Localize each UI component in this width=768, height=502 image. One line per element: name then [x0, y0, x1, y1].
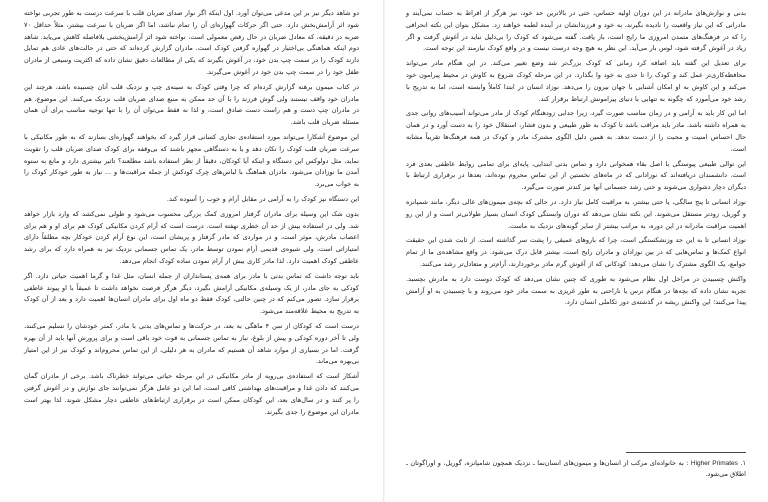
paragraph: بدنی و نوازش‌های مادرانه در این دوران اولیه حساس، حتی در بالاترین حد خود، نیز هرگز از افراط به حساب نمی‌آیند و مادرانی که این نیاز واقعیت را نادیده بگیرند، به خود و فرزندانشان در آینده لطمه خواهند زد. مشکل بتوان این نکته انحرافی را که در فرهنگ‌های متمدن امروزی ما رایج است، باز یافت. گفته می‌شود که کودک را بی‌دلیل نباید در آغوش گرفت و اگر زیاد در آغوش گرفته شود، لوس بار می‌آید. این نظر به هیچ وجه درست نیست و در واقع کودک نیازمند این توجه است.	[406, 9, 746, 53]
footnote-divider	[626, 452, 746, 453]
footnote	[406, 458, 746, 479]
footnote-term: Higher Primates	[690, 460, 738, 467]
left-text-column	[24, 8, 359, 421]
paragraph: واکنش چسبیدن در مراحل اول نظام می‌شود به طوری که چنین نشان می‌دهد که کودک دوست دارد به مادرش بچسبد. تجربه نشان داده که بچه‌ها در هنگام ترس یا ناراحتی به طور غریزی به سمت مادر خود می‌روند و با چسبیدن به او آرامش پیدا می‌کنند؛ این واکنش ریشه در گذشته‌ی دور تکاملی انسان دارد.	[406, 274, 746, 307]
paragraph: نوزاد انسانی تا به این حد وزنشکستگی است، چرا که باروهای عمیقی را پشت سر گذاشته است. از ثابت شدن این حقیقت انواع کمک‌ها و تماس‌هایی که در بین نوزادان و مادران رایج است، بیشتر قابل درک می‌شود. در واقع مشاهده‌ی ما از تمام جوامع، یک الگوی مشترک را نشان می‌دهد: کودکانی که از آغوش گرم مادر برخوردارند، آرام‌تر و متعادل‌تر رشد می‌کنند.	[406, 236, 746, 268]
footnote-text: : به خانواده‌ای مرکب از انسان‌ها و میمون‌های انسان‌نما ـ نزدیک همچون شامپانزه، گوریل، و اوراگوتان ـ اطلاق می‌شود.	[406, 459, 746, 478]
right-text-column	[406, 8, 746, 312]
paragraph: این توالی طبیعی پیوستگی با اصل بقاء همخوانی دارد و تماس بدنی ابتدایی، پایه‌ای برای تمامی روابط عاطفی بعدی فرد است. دانشمندان دریافته‌اند که نوزادانی که در ماه‌های نخستین از این تماس محروم بوده‌اند، بعدها در برقراری ارتباط با دیگران دچار دشواری می‌شوند و حتی رشد جسمانی آنها نیز کندتر صورت می‌گیرد.	[406, 159, 746, 192]
paragraph: درست است که کودکان از سن ۴ ماهگی به بعد، در حرکت‌ها و تماس‌های بدنی با مادر، کمتر خودشان را تسلیم می‌کنند، ولی تا آخر دوره کودکی و پیش از بلوغ، نیاز به تماس جسمانی به قوت خود باقی است و برای پرورش آنها باید از آن بهره گرفت. اما در بسیاری از موارد شاهد آن هستیم که مادران به هر دلیلی، از این تماس محروم‌اند و کودک نیز از این امتیاز بی‌بهره می‌ماند.	[24, 321, 359, 366]
paragraph: دو شاهد دیگر نیز بر این مدعی می‌توان آورد. اول اینکه اگر نوار صدای ضربان قلب با سرعت درست به طور تجربی نواخته شود اثر آرامش‌بخش دارد. حتی اگر حرکات گهواره‌ای آن را تمام نباشد، اما اگر ضربان با سرعت بیشتر، مثلاً حداقل ۷۰ ضربه در دقیقه، که معادل ضربان در حال رقص معمولی است، نواخته شود اثر آرامش‌بخشی بلافاصله کاهش می‌یابد. شاهد دوم اینکه هماهنگی بی‌اختیار در گهواره گرفتن کودک است. مادران گزارش کرده‌اند که حتی در حالت‌های عادی هم تمایل دارند کودک را در سمت چپ بدن خود، در آغوش بگیرند که یکی از مطالعات دقیق نشان داده که اکثریت وسیعی از مادران طفل خود را در سمت چپ بدن خود در آغوش می‌گیرند.	[24, 9, 359, 76]
paragraph: نوزاد انسانی تا پنج سالگی، یا حتی بیشتر، به مراقبت کامل نیاز دارد. در حالی که بچه‌ی میمون‌های عالی دیگر، مانند شمپانزه و گوریل، زودتر مستقل می‌شوند. این نکته نشان می‌دهد که دوران وابستگی کودک انسان بسیار طولانی‌تر است و از این رو اهمیت مراقبت مادرانه در این دوره، به مراتب بیشتر از سایر گونه‌های نزدیک به ماست.	[406, 197, 746, 230]
paragraph: این دستگاه نیز کودک را به آرامی در مقابل آرام و خوب را آسوده کند.	[166, 194, 359, 203]
paragraph: در کتاب میمون برهنه گزارش کرده‌ام که چرا وقتی کودک به سینه‌ی چپ و نزدیک قلب آنان چسبیده باشد، هرچند این مادران خود واقف نیستند ولی گوش فرزند را با آن حد ممکن به منبع صدای ضربان قلب نزدیک می‌کنند. این موضوع، هم در مادران چپ دست و هم راست دست صادق است، و لذا نه فقط می‌توان آن را با تنها توجیه مناسب برای آن همان مسئله ضربان قلب باشد.	[24, 82, 359, 127]
paragraph: این موضوع آشکارا می‌تواند مورد استفاده‌ی تجاری کسانی قرار گیرد که بخواهند گهواره‌ای بسازند که به طور مکانیکی با سرعت ضربان قلب کودک را تکان دهد و یا به دستگاهی مجهز باشند که بی‌وقفه برای کودک صدای ضربان قلب را تقویت نماید، مثل دولوکس این دستگاه و اینکه آیا کودکان، دقیقاً از نظر استفاده باشد مطلعند؟ تاثیر بیشتری دارد و مانع به ستوه آمدن ما نوزادان می‌شود. مادران هماهنگ با لباس‌های چرک کودکش از جمله مراقبت‌ها و ... نیاز به طور خودکار کودک را به خواب می‌برد.	[24, 132, 359, 189]
paragraph: آشکار است که استفاده‌ی بی‌رویه از مادر مکانیکی در این مرحله حیاتی می‌تواند خطرناک باشد. برخی از مادران گمان می‌کنند که دادن غذا و مراقبت‌های بهداشتی کافی است، اما این دو عامل هرگز نمی‌توانند جای نوازش و در آغوش گرفتن را پر کنند و در سال‌های بعد، این کودکان ممکن است در برقراری ارتباط‌های عاطفی دچار مشکل شوند. لذا بهتر است مادران این موضوع را جدی بگیرند.	[24, 372, 359, 416]
paragraph: باید توجه داشت که تماس بدنی با مادر برای همه‌ی پستانداران از جمله انسان، مثل غذا و گرما اهمیت حیاتی دارد. اگر کودکی به جای مادر، از یک وسیله‌ی مکانیکی آرامش بگیرد، دیگر هرگز فرصت نخواهد داشت تا عمیقاً با او پیوند عاطفی برقرار سازد. تصور می‌کنم که در چنین حالتی، کودک فقط دو ماه اول برای مادران انسان‌ها اهمیت دارد و بعد از آن کودک به تدریج به محیط علاقه‌مند می‌شود.	[24, 271, 359, 316]
paragraph: بدون شک این وسیله برای مادران گرفتار امروزی کمک بزرگی محسوب می‌شود و طولی نمی‌کشد که وارد بازار خواهد شد. ولی در استفاده بیش از حد آن خطری نهفته است. درست است که آرام کردن مکانیکی کودک هم برای او و هم برای اعصاب مادرش، موثر است، و در مواردی که مادر گرفتار و پریشان است، این نوع آرام کردن خودکار بچه مطلقاً دارای امتیازاتی است. ولی شیوه‌ی قدیمی آرام نمودن توسط مادر، یک تماس جسمانی نزدیک نیز به همراه دارد که برای رشد عاطفی کودک اهمیت دارد. لذا مادر کاری بیش از آرام نمودن ساده کودک انجام می‌دهد.	[24, 209, 359, 265]
right-page	[384, 0, 768, 502]
paragraph: برای تعدیل این گفته باید اضافه کرد زمانی که کودک بزرگ‌تر شد وضع تغییر می‌کند. در این هنگام مادر می‌تواند محافظه‌کاری‌تر عمل کند و کودک را تا حدی به خود وا بگذارد. در این مرحله کودک شروع به کاوش در محیط پیرامون خود می‌کند و این کاوش به او امکان آشنایی با جهان بیرون را می‌دهد. نوزاد انسان در ابتدا کاملاً وابسته است، اما به تدریج با رشد خود می‌آموزد که چگونه به تنهایی با دنیای پیرامونش ارتباط برقرار کند.	[406, 59, 746, 103]
footnote-number: ۱.	[740, 459, 746, 467]
paragraph: اما این کار باید به آرامی و در زمان مناسب صورت گیرد، زیرا جدایی زودهنگام کودک از مادر می‌تواند آسیب‌های روانی جدی به همراه داشته باشد. مادر باید مراقب باشد تا کودک به طور طبیعی و بدون فشار، استقلال خود را به دست آورد و در همان حال احساس امنیت و محبت را از دست ندهد. به همین دلیل الگوی مشترک مادر و کودک در همه فرهنگ‌ها تقریباً مشابه است.	[406, 109, 746, 153]
